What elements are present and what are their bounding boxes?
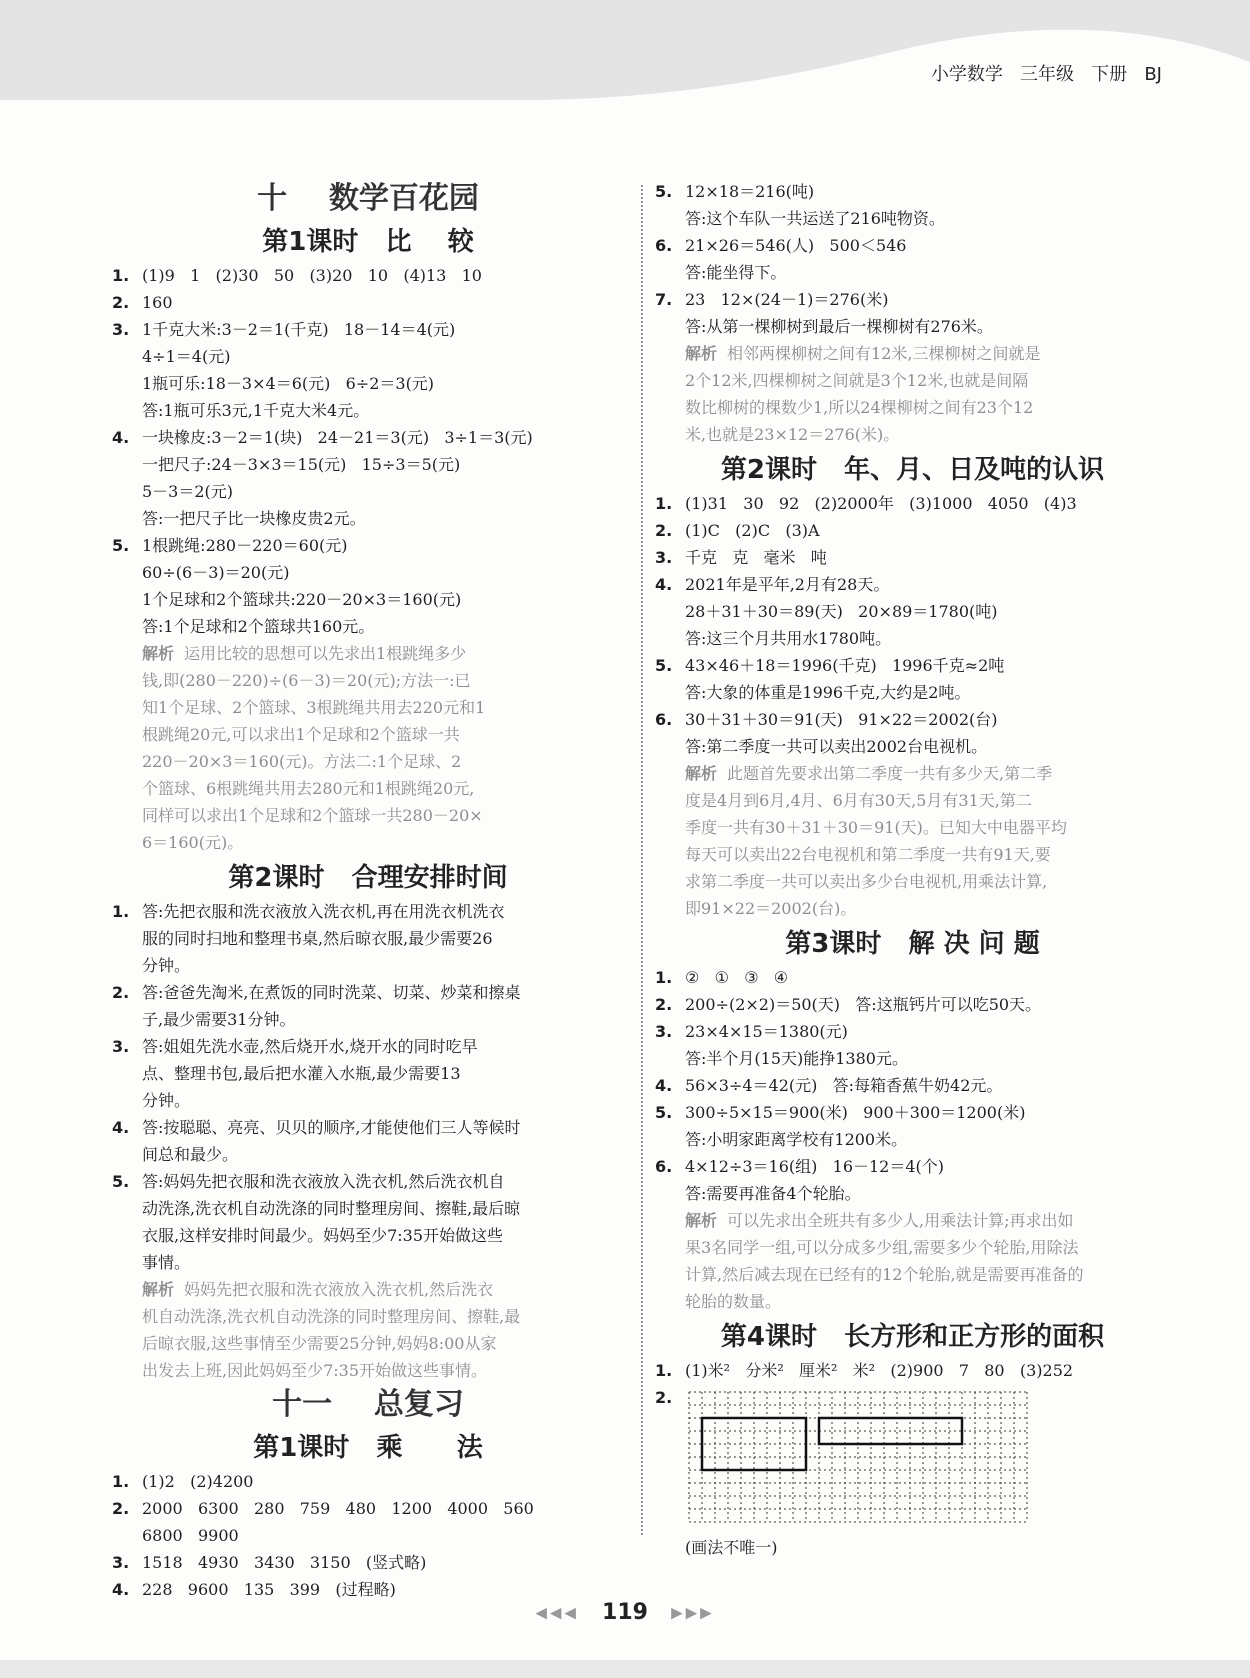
item-number: 2. (655, 995, 673, 1014)
analysis-text: 度是4月到6月,4月、6月有30天,5月有31天,第二 (685, 791, 1032, 810)
item-lines (685, 706, 1170, 760)
answer-item (655, 517, 1170, 544)
item-number: 6. (655, 236, 673, 255)
answer-line: 60÷(6－3)＝20(元) (142, 563, 290, 582)
item-number: 2. (655, 521, 673, 540)
answer-item (655, 706, 1170, 760)
answer-line: 12×18＝216(吨) (685, 182, 815, 201)
analysis-text: 运用比较的思想可以先求出1根跳绳多少 (184, 644, 467, 663)
analysis-line (685, 394, 1170, 421)
analysis-text: 即91×22＝2002(台)。 (685, 899, 857, 918)
item-lines (685, 490, 1170, 517)
answer-item (655, 544, 1170, 571)
analysis-block (685, 340, 1170, 448)
analysis-line (142, 1330, 624, 1357)
answer-line: 答:大象的体重是1996千克,大约是2吨。 (685, 683, 971, 702)
lesson-title: 第4课时 长方形和正方形的面积 (720, 1322, 1105, 1352)
answer-line: 23×4×15＝1380(元) (685, 1022, 848, 1041)
item-lines (685, 1072, 1170, 1099)
analysis-line (685, 367, 1170, 394)
answer-item (112, 979, 624, 1033)
answer-line: 21×26＝546(人) 500＜546 (685, 236, 907, 255)
item-number: 4. (112, 1580, 130, 1599)
answer-line: 千克 克 毫米 吨 (685, 548, 827, 567)
item-number: 5. (112, 536, 130, 555)
item-number: 1. (112, 1472, 130, 1491)
header-book-info: 小学数学 三年级 下册 BJ (930, 64, 1162, 85)
item-number: 5. (655, 656, 673, 675)
analysis-text: 根跳绳20元,可以求出1个足球和2个篮球一共 (142, 725, 460, 744)
analysis-text: 米,也就是23×12＝276(米)。 (685, 425, 900, 444)
analysis-text: 可以先求出全班共有多少人,用乘法计算;再求出如 (727, 1211, 1074, 1230)
item-lines (685, 1099, 1170, 1153)
item-number: 1. (655, 1361, 673, 1380)
item-lines (685, 652, 1170, 706)
analysis-text: 轮胎的数量。 (685, 1292, 782, 1311)
item-lines (142, 532, 624, 640)
item-lines (685, 286, 1170, 340)
answer-line: 1个足球和2个篮球共:220－20×3＝160(元) (142, 590, 462, 609)
left-column (112, 178, 624, 1603)
analysis-line (685, 814, 1170, 841)
answer-item (112, 1033, 624, 1114)
item-lines (685, 991, 1170, 1018)
answer-line: 答:一把尺子比一块橡皮贵2元。 (142, 509, 366, 528)
analysis-line (142, 829, 624, 856)
item-lines (685, 1357, 1170, 1384)
analysis-line (685, 787, 1170, 814)
analysis-label: 解析 (685, 764, 718, 783)
analysis-line (685, 868, 1170, 895)
answer-line: 一块橡皮:3－2＝1(块) 24－21＝3(元) 3÷1＝3(元) (142, 428, 533, 447)
analysis-line (142, 640, 624, 667)
answer-item (655, 1357, 1170, 1384)
item-lines (685, 1153, 1170, 1207)
analysis-line (685, 1288, 1170, 1315)
item-number: 7. (655, 290, 673, 309)
answer-line: 服的同时扫地和整理书桌,然后晾衣服,最少需要26 (142, 929, 493, 948)
answer-item (655, 1072, 1170, 1099)
grid-note: (画法不唯一) (685, 1538, 778, 1557)
header-wave (0, 0, 1250, 110)
answer-item (655, 652, 1170, 706)
answer-item (655, 232, 1170, 286)
bottom-band (0, 1660, 1250, 1678)
item-lines (142, 424, 624, 532)
item-number: 6. (655, 1157, 673, 1176)
item-number: 3. (112, 320, 130, 339)
answer-line: 1518 4930 3430 3150 (竖式略) (142, 1553, 427, 1572)
answer-item (655, 571, 1170, 652)
item-lines (142, 316, 624, 424)
item-number: 6. (655, 710, 673, 729)
analysis-line (142, 1357, 624, 1384)
answer-item (112, 1468, 624, 1495)
item-lines (685, 232, 1170, 286)
item-lines (142, 262, 624, 289)
page-number: 119 (602, 1600, 648, 1625)
answer-line: 点、整理书包,最后把水灌入水瓶,最少需要13 (142, 1064, 461, 1083)
answer-item (112, 316, 624, 424)
answer-item (655, 286, 1170, 340)
answer-item (112, 262, 624, 289)
analysis-text: 知1个足球、2个篮球、3根跳绳共用去220元和1 (142, 698, 486, 717)
answer-item (112, 1495, 624, 1549)
item-lines (142, 1114, 624, 1168)
answer-line: 228 9600 135 399 (过程略) (142, 1580, 396, 1599)
unit-title: 十 数学百花园 (257, 181, 479, 216)
answer-line: (1)2 (2)4200 (142, 1472, 254, 1491)
answer-item (655, 964, 1170, 991)
analysis-text: 6＝160(元)。 (142, 833, 244, 852)
analysis-line (142, 667, 624, 694)
item-lines (685, 178, 1170, 232)
answer-line: ② ① ③ ④ (685, 968, 789, 987)
answer-line: 200÷(2×2)＝50(天) 答:这瓶钙片可以吃50天。 (685, 995, 1042, 1014)
item-number: 4. (112, 1118, 130, 1137)
answer-line: 43×46＋18＝1996(千克) 1996千克≈2吨 (685, 656, 1005, 675)
analysis-text: 每天可以卖出22台电视机和第二季度一共有91天,要 (685, 845, 1051, 864)
item-number: 3. (655, 548, 673, 567)
analysis-line (142, 775, 624, 802)
item-number: 5. (655, 1103, 673, 1122)
analysis-line (685, 760, 1170, 787)
answer-line: 4×12÷3＝16(组) 16－12＝4(个) (685, 1157, 945, 1176)
item-number: 2. (655, 1388, 673, 1407)
analysis-line (685, 340, 1170, 367)
analysis-line (142, 748, 624, 775)
answer-line: 1根跳绳:280－220＝60(元) (142, 536, 348, 555)
analysis-text: 220－20×3＝160(元)。方法二:1个足球、2 (142, 752, 462, 771)
analysis-line (685, 841, 1170, 868)
item-lines (685, 964, 1170, 991)
lesson-title: 第3课时 解 决 问 题 (785, 929, 1040, 959)
analysis-line (685, 421, 1170, 448)
answer-item (112, 289, 624, 316)
item-number: 3. (112, 1553, 130, 1572)
item-lines (685, 571, 1170, 652)
answer-line: 28＋31＋30＝89(天) 20×89＝1780(吨) (685, 602, 998, 621)
analysis-text: 此题首先要求出第二季度一共有多少天,第二季 (727, 764, 1053, 783)
answer-line: 300÷5×15＝900(米) 900＋300＝1200(米) (685, 1103, 1026, 1122)
analysis-text: 数比柳树的棵数少1,所以24棵柳树之间有23个12 (685, 398, 1034, 417)
answer-line: (1)9 1 (2)30 50 (3)20 10 (4)13 10 (142, 266, 482, 285)
analysis-line (142, 721, 624, 748)
analysis-text: 同样可以求出1个足球和2个篮球一共280－20× (142, 806, 483, 825)
answer-line: 2021年是平年,2月有28天。 (685, 575, 890, 594)
analysis-text: 妈妈先把衣服和洗衣液放入洗衣机,然后洗衣 (184, 1280, 494, 1299)
analysis-line (142, 1303, 624, 1330)
item-lines (685, 517, 1170, 544)
answer-line: 1千克大米:3－2＝1(千克) 18－14＝4(元) (142, 320, 456, 339)
item-number: 1. (112, 902, 130, 921)
item-lines (142, 979, 624, 1033)
answer-line: 答:能坐得下。 (685, 263, 787, 282)
answer-line: 23 12×(24－1)＝276(米) (685, 290, 889, 309)
analysis-text: 果3名同学一组,可以分成多少组,需要多少个轮胎,用除法 (685, 1238, 1079, 1257)
answer-line: 分钟。 (142, 956, 191, 975)
item-number: 4. (655, 575, 673, 594)
item-number: 2. (112, 1499, 130, 1518)
answer-line: 答:先把衣服和洗衣液放入洗衣机,再在用洗衣机洗衣 (142, 902, 505, 921)
answer-item (112, 424, 624, 532)
item-lines (142, 1468, 624, 1495)
item-number: 4. (655, 1076, 673, 1095)
analysis-text: 相邻两棵柳树之间有12米,三棵柳树之间就是 (727, 344, 1041, 363)
page-footer (0, 1600, 1250, 1630)
analysis-text: 机自动洗涤,洗衣机自动洗涤的同时整理房间、擦鞋,最 (142, 1307, 521, 1326)
dot-grid-drawing (687, 1390, 1029, 1524)
item-lines (142, 898, 624, 979)
answer-item (112, 898, 624, 979)
answer-item (655, 991, 1170, 1018)
item-lines (142, 1576, 624, 1603)
analysis-block (685, 760, 1170, 922)
item-lines (142, 1549, 624, 1576)
item-number: 1. (112, 266, 130, 285)
answer-line: 答:1瓶可乐3元,1千克大米4元。 (142, 401, 370, 420)
analysis-label: 解析 (142, 644, 175, 663)
answer-line: 答:姐姐先洗水壶,然后烧开水,烧开水的同时吃早 (142, 1037, 478, 1056)
analysis-block (142, 640, 624, 856)
lesson-title: 第2课时 合理安排时间 (228, 863, 508, 893)
analysis-label: 解析 (685, 1211, 718, 1230)
answer-line: 子,最少需要31分钟。 (142, 1010, 296, 1029)
item-lines (142, 1495, 624, 1549)
answer-item (112, 1114, 624, 1168)
answer-line: 衣服,这样安排时间最少。妈妈至少7:35开始做这些 (142, 1226, 504, 1245)
lesson-title: 第1课时 比 较 (262, 227, 474, 257)
answer-line: 答:第二季度一共可以卖出2002台电视机。 (685, 737, 988, 756)
header-band (0, 0, 1250, 110)
answer-line: 答:妈妈先把衣服和洗衣液放入洗衣机,然后洗衣机自 (142, 1172, 505, 1191)
answer-item (112, 1549, 624, 1576)
analysis-line (685, 1261, 1170, 1288)
analysis-text: 钱,即(280－220)÷(6－3)＝20(元);方法一:已 (142, 671, 471, 690)
answer-line: 答:从第一棵柳树到最后一棵柳树有276米。 (685, 317, 993, 336)
answer-item (655, 178, 1170, 232)
column-divider (641, 185, 643, 1535)
analysis-text: 2个12米,四棵柳树之间就是3个12米,也就是间隔 (685, 371, 1029, 390)
analysis-line (685, 1207, 1170, 1234)
answer-line: 事情。 (142, 1253, 191, 1272)
answer-line: 间总和最少。 (142, 1145, 239, 1164)
analysis-block (685, 1207, 1170, 1315)
analysis-text: 出发去上班,因此妈妈至少7:35开始做这些事情。 (142, 1361, 488, 1380)
analysis-text: 求第二季度一共可以卖出多少台电视机,用乘法计算, (685, 872, 1048, 891)
answer-line: 一把尺子:24－3×3＝15(元) 15÷3＝5(元) (142, 455, 461, 474)
analysis-label: 解析 (142, 1280, 175, 1299)
item-number: 2. (112, 983, 130, 1002)
item-lines (142, 1033, 624, 1114)
item-number: 5. (112, 1172, 130, 1191)
analysis-line (142, 802, 624, 829)
answer-line: 分钟。 (142, 1091, 191, 1110)
answer-item (655, 1153, 1170, 1207)
prev-arrows-icon: ◀◀◀ (535, 1603, 579, 1622)
answer-line: 5－3＝2(元) (142, 482, 234, 501)
analysis-text: 季度一共有30＋31＋30＝91(天)。已知大中电器平均 (685, 818, 1067, 837)
answer-line: 答:半个月(15天)能挣1380元。 (685, 1049, 908, 1068)
answer-item (112, 1576, 624, 1603)
answer-line: 答:需要再准备4个轮胎。 (685, 1184, 861, 1203)
answer-line: 2000 6300 280 759 480 1200 4000 560 (142, 1499, 534, 1518)
answer-line: 160 (142, 293, 173, 312)
grid-answer (655, 1384, 1170, 1534)
item-number: 3. (655, 1022, 673, 1041)
answer-item (655, 1099, 1170, 1153)
answer-item (112, 1168, 624, 1276)
right-column (655, 178, 1170, 1561)
item-lines (142, 1168, 624, 1276)
answer-line: 答:爸爸先淘米,在煮饭的同时洗菜、切菜、炒菜和擦桌 (142, 983, 521, 1002)
analysis-line (685, 1234, 1170, 1261)
analysis-line (142, 1276, 624, 1303)
item-lines (142, 289, 624, 316)
item-lines (685, 1018, 1170, 1072)
lesson-title: 第2课时 年、月、日及吨的认识 (720, 455, 1105, 485)
answer-line: (1)31 30 92 (2)2000年 (3)1000 4050 (4)3 (685, 494, 1077, 513)
answer-line: 答:这三个月共用水1780吨。 (685, 629, 892, 648)
answer-line: (1)C (2)C (3)A (685, 521, 820, 540)
unit-title: 十一 总复习 (272, 1387, 464, 1422)
analysis-line (142, 694, 624, 721)
item-number: 1. (655, 968, 673, 987)
item-number: 5. (655, 182, 673, 201)
answer-line: 答:按聪聪、亮亮、贝贝的顺序,才能使他们三人等候时 (142, 1118, 521, 1137)
answer-item (655, 1018, 1170, 1072)
answer-line: 答:小明家距离学校有1200米。 (685, 1130, 908, 1149)
answer-item (112, 532, 624, 640)
answer-line: (1)米² 分米² 厘米² 米² (2)900 7 80 (3)252 (685, 1361, 1074, 1380)
analysis-block (142, 1276, 624, 1384)
item-lines (685, 544, 1170, 571)
answer-item (655, 490, 1170, 517)
analysis-text: 个篮球、6根跳绳共用去280元和1根跳绳20元, (142, 779, 475, 798)
answer-line: 6800 9900 (142, 1526, 239, 1545)
analysis-text: 后晾衣服,这些事情至少需要25分钟,妈妈8:00从家 (142, 1334, 497, 1353)
answer-line: 30＋31＋30＝91(天) 91×22＝2002(台) (685, 710, 998, 729)
analysis-label: 解析 (685, 344, 718, 363)
next-arrows-icon: ▶▶▶ (671, 1603, 715, 1622)
item-number: 1. (655, 494, 673, 513)
answer-line: 动洗涤,洗衣机自动洗涤的同时整理房间、擦鞋,最后晾 (142, 1199, 521, 1218)
analysis-line (685, 895, 1170, 922)
answer-line: 4÷1＝4(元) (142, 347, 231, 366)
answer-line: 1瓶可乐:18－3×4＝6(元) 6÷2＝3(元) (142, 374, 435, 393)
lesson-title: 第1课时 乘 法 (253, 1433, 483, 1463)
answer-line: 答:这个车队一共运送了216吨物资。 (685, 209, 945, 228)
analysis-text: 计算,然后减去现在已经有的12个轮胎,就是需要再准备的 (685, 1265, 1084, 1284)
answer-line: 56×3÷4＝42(元) 答:每箱香蕉牛奶42元。 (685, 1076, 1003, 1095)
item-number: 2. (112, 293, 130, 312)
item-number: 3. (112, 1037, 130, 1056)
answer-line: 答:1个足球和2个篮球共160元。 (142, 617, 375, 636)
item-number: 4. (112, 428, 130, 447)
